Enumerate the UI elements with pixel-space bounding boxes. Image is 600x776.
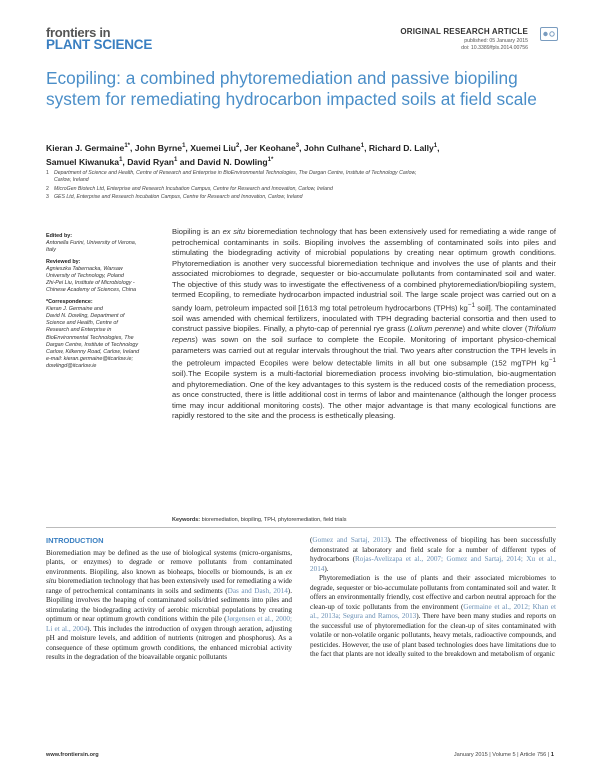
section-divider (46, 527, 556, 528)
article-type: ORIGINAL RESEARCH ARTICLE (400, 27, 528, 36)
author-affiliation-mark: 1 (360, 143, 365, 149)
reviewed-by-line: Zhi-Pei Liu, Institute of Microbiology - (46, 280, 135, 287)
open-access-badge-icon (540, 27, 558, 41)
superscript: −1 (467, 301, 475, 309)
author-affiliation-mark: 2 (236, 143, 240, 149)
edited-by-line: Antonella Furini, University of Verona, (46, 240, 137, 247)
intro-paragraph-1-cont: (Gomez and Sartaj, 2013). The effectiveness of biopiling has been successfully demonstrated at laboratory and field scale for a number of different types of hydrocarbons (Rojas-Avelizapa et al., 2007; Gomez and Sartaj, 2014; Xu et al., 2014). (310, 536, 556, 573)
footer-citation (454, 752, 554, 758)
affiliation-text: MicroGen Biotech Ltd, Enterprise and Research Incubation Campus, Centre for Research and Innovation, Carlow, Ireland (54, 186, 333, 192)
correspondence-email[interactable]: e-mail: kieran.germaine@itcarlow.ie; (46, 356, 133, 363)
citation-link[interactable]: Das and Dash, 2014 (227, 586, 288, 595)
citation-link[interactable]: Germaine et al., 2012; Khan et al., 2013a; Segura and Ramos, 2013 (310, 602, 556, 620)
intro-paragraph-1: Bioremediation may be defined as the use of biological systems (micro-organisms, plants, or enzymes) to degrade or remove pollutants from contaminated environments. Biopiling, also known as bioheaps, biocells or biomounds, is an ex situ bioremediation technology that has been extensively used for remediating a wide range of petrochemical contaminants in soils and sediments (Das and Dash, 2014). Biopiling involves the heaping of contaminated soils/dried sediments into piles and stimulating the biodegrading activity of aerobic microbial populations by creating optimum or near optimum growth conditions within the pile (Jørgensen et al., 2000; Li et al., 2004). This includes the introduction of oxygen through aeration, adjusting pH and moisture levels, and addition of nutrients (nitrogen and phosphorus). As a consequence of these optimum growth conditions, the enhanced microbial activity results in the degradation of the bioavailable organic pollutants (46, 548, 293, 661)
section-heading-introduction: INTRODUCTION (46, 536, 104, 545)
correspondence-line: Kieran J. Germaine and (46, 305, 103, 312)
journal-logo-bottom: PLANT SCIENCE (46, 37, 153, 52)
page-number: 1 (550, 752, 554, 758)
affiliation-number: 2 (46, 186, 49, 192)
author-name[interactable]: John Culhane (303, 142, 361, 153)
author-affiliation-mark: 3 (295, 143, 300, 149)
reviewed-by-label: Reviewed by: (46, 258, 81, 265)
editorial-sidebar (46, 229, 161, 371)
author-affiliation-mark: 1 (174, 156, 178, 163)
correspondence-line: Science and Health, Centre of (46, 320, 118, 327)
author-name[interactable]: David Ryan (127, 156, 175, 167)
italic-term: ex situ (222, 227, 246, 236)
author-affiliation-mark: 1* (124, 143, 131, 149)
correspondence-line: David N. Dowling, Department of (46, 313, 125, 320)
italic-term: Trifolium repens (172, 324, 556, 344)
affiliation-text: GES Ltd, Enterprise and Research Incubation Campus, Centre for Research and Innovation, Carlow, Ireland (54, 194, 303, 200)
keywords (172, 517, 556, 523)
author-name[interactable]: John Byrne (134, 142, 183, 153)
body-column-left (46, 536, 292, 663)
edited-by-label: Edited by: (46, 233, 73, 239)
footer-date-volume: January 2015 | Volume 5 | Article 756 | (453, 752, 550, 758)
citation-link[interactable]: Gomez and Sartaj, 2013 (312, 536, 388, 544)
author-affiliation-mark: 1* (267, 156, 274, 163)
citation-link[interactable]: Jørgensen et al., 2000; Li et al., 2004 (46, 615, 293, 633)
author-name[interactable]: Jer Keohane (244, 142, 296, 153)
reviewed-by-line: University of Technology, Poland (46, 273, 124, 280)
author-affiliation-mark: 1 (119, 156, 123, 163)
footer-site-link[interactable]: www.frontiersin.org (46, 752, 99, 758)
intro-paragraph-2: Phytoremediation is the use of plants and their associated microbiomes to degrade, sequester or bio-accumulate pollutants from contaminated soil and water. It offers an environmentally friendly, cost effective and carbon neutral approach for the clean-up of toxic pollutants from the environment (Germaine et al., 2012; Khan et al., 2013a; Segura and Ramos, 2013). There have been many studies and reports on the successful use of phytoremediation for the clean-up of sites contaminated with volatile or non-volatile organic pollutants, heavy metals, radioactive compounds, and pesticides. However, the use of plant based technologies does have limitations due to the fact that plants are not ideally suited to the breakdown and metabolism of organic (310, 574, 556, 658)
affiliation-1 (46, 170, 556, 184)
keywords-label: Keywords: (172, 517, 201, 523)
abstract: Biopiling is an ex situ bioremediation technology that has been extensively used for remediating a wide range of petrochemical contaminants in soils. Biopiling involves the assembling of contaminated soils into piles and stimulating the biodegrading activity of microbial populations by creating near optimum growth conditions. Phytoremediation is another very successful bioremediation technique and involves the use of plants and their associated microbiomes to degrade, sequester or bio-accumulate pollutants from contaminated soil and water. The objective of this study was to investigate the effectiveness of a combined phytoremediation/biopiling system, termed Ecopiling, to remediate hydrocarbon impacted industrial soil. The large scale project was carried out on a sandy loam, petroleum impacted soil [1613 mg total petroleum hydrocarbons (TPHs) $kg^{-1}$ soil]. The contaminated soil was amended with chemical fertilizers, inoculated with TPH degrading bacterial consortia and then used to construct passive biopiles. Finally, a phyto-cap of perennial rye grass (Lolium perenne) and white clover (Trifolium repens) was sown on the soil surface to complete the Ecopile. Monitoring of important physico-chemical parameters was carried out at regular intervals throughout the trial. Two years after construction the TPH levels in the petroleum impacted Ecopiles were below detectable limits in all but one subsample (152 mgTPH $kg^{-1}$ soil).The Ecopile system is a multi-factorial bioremediation process involving bio-stimulation, bio-augmentation and phytoremediation. One of the key advantages to this system is the reduced costs of the remediation process, as once constructed, there is little additional cost in terms of labor and maintenance (although the longer process time may incur additional monitoring costs). The other major advantage is that many ecological functions are rapidly restored to the site and the process is esthetically pleasing. (172, 227, 556, 421)
correspondence-email[interactable]: dowlingd@itcarlow.ie (46, 363, 97, 370)
doi: doi: 10.3389/fpls.2014.00756 (461, 45, 528, 51)
citation-link[interactable]: Rojas-Avelizapa et al., 2007; Gomez and Sartaj, 2014; Xu et al., 2014 (310, 555, 556, 573)
author-name[interactable]: Kieran J. Germaine (46, 142, 125, 153)
correspondence-line: BioEnvironmental Technologies, The (46, 334, 134, 341)
author-name[interactable]: Richard D. Lally (368, 142, 434, 153)
affiliation-text: Department of Science and Health, Centre of Research and Enterprise in BioEnvironmental Technologies, The Dargan Centre, Institute of Technology Carlow, (54, 170, 417, 176)
journal-logo-top: frontiers in (46, 25, 111, 40)
italic-term: ex situ (46, 567, 292, 585)
published-date: published: 05 January 2015 (464, 38, 528, 44)
affiliation-3 (46, 194, 556, 201)
italic-term: Lolium perenne (409, 324, 463, 334)
affiliation-2 (46, 186, 556, 193)
author-affiliation-mark: 1 (182, 143, 186, 149)
affiliation-number: 1 (46, 170, 49, 176)
keywords-text: bioremediation, biopiling, TPH, phytoremediation, field trials (201, 517, 347, 523)
author-name[interactable]: Samuel Kiwanuka (46, 156, 120, 167)
correspondence-label: *Correspondence: (46, 298, 93, 305)
article-title: Ecopiling: a combined phytoremediation and passive biopiling system for remediating hydrocarbon impacted soils at field scale (46, 68, 537, 109)
correspondence-line: Dargan Centre, Institute of Technology (46, 341, 139, 348)
reviewed-by-line: Agnieszka Tabernacka, Warsaw (46, 265, 123, 272)
author-list: Kieran J. Germaine$^{1*}$, John Byrne$^1$, Xuemei Liu$^2$, Jer Keohane$^3$, John Culhane$^1$, Richard D. Lally$^1$, Samuel Kiwanuka$^1$, David Ryan$^1$ and David N. Dowling$^{1*}$ (46, 142, 440, 167)
reviewed-by-line: Chinese Academy of Sciences, China (46, 287, 136, 294)
superscript: −1 (548, 357, 556, 365)
body-column-right (310, 536, 556, 660)
affiliation-text-cont: Carlow, Ireland (54, 177, 89, 184)
edited-by-line: Italy (46, 247, 56, 254)
author-name[interactable]: Xuemei Liu (190, 142, 237, 153)
affiliation-number: 3 (46, 194, 49, 200)
correspondence-line: Carlow, Kilkenny Road, Carlow, Ireland (46, 349, 140, 356)
author-name[interactable]: David N. Dowling (197, 156, 268, 167)
author-affiliation-mark: 1 (433, 143, 438, 149)
correspondence-line: Research and Enterprise in (46, 327, 112, 334)
